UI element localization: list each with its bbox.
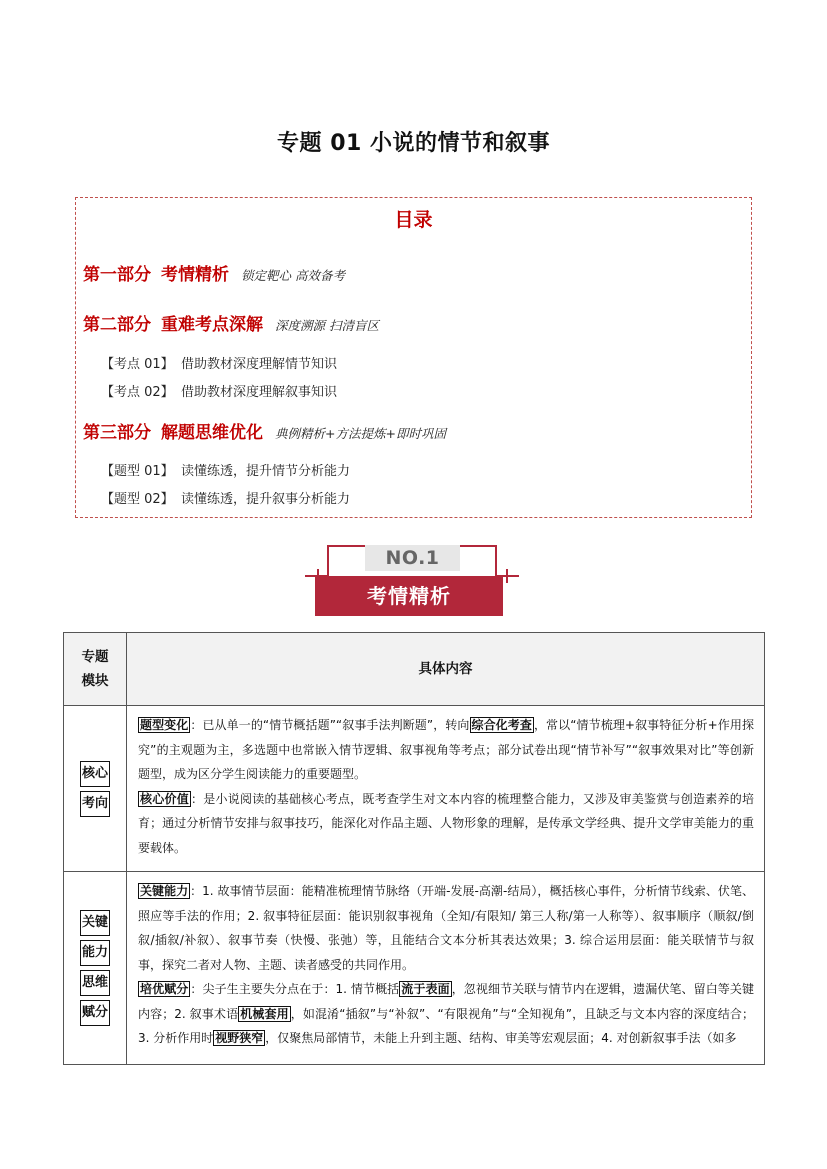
text-run: ：尖子生主要失分点在于：1. 情节概括 bbox=[190, 982, 400, 996]
kaodian-tag: 【考点 02】 bbox=[101, 385, 174, 400]
header-module bbox=[64, 633, 127, 706]
text-run: ，常以“情节梳理+叙事特征分析+作用探究”的主观题为主，多选题中也常嵌入情节逻辑、叙事视角等考点；部分试卷出现“情节补写”“叙事效果对比”等创新题型，成为区分学生阅读能力的重要题型。 bbox=[138, 718, 754, 781]
toc-part-1[interactable] bbox=[83, 260, 345, 285]
part-label: 第二部分 bbox=[83, 315, 151, 335]
table-row bbox=[64, 872, 765, 1065]
banner-tick-right bbox=[506, 569, 508, 583]
toc-part-2[interactable] bbox=[83, 310, 379, 335]
part-note: 锁定靶心 高效备考 bbox=[241, 268, 345, 283]
banner-label: 考情精析 bbox=[315, 576, 503, 616]
row-label-line: 思维 bbox=[80, 970, 110, 996]
tixing-tag: 【题型 02】 bbox=[101, 492, 174, 507]
row-label-line: 赋分 bbox=[80, 1000, 110, 1026]
keyword-box: 关键能力 bbox=[140, 884, 189, 898]
exam-analysis-table bbox=[63, 632, 765, 1065]
paragraph bbox=[138, 713, 754, 787]
text-run: ，仅聚焦局部情节，未能上升到主题、结构、审美等宏观层面；4. 对创新叙事手法（如多 bbox=[265, 1031, 737, 1045]
toc-tixing-2[interactable] bbox=[101, 488, 350, 507]
part-name: 解题思维优化 bbox=[161, 423, 263, 443]
toc-kaodian-2[interactable] bbox=[101, 381, 337, 400]
banner-number: NO.1 bbox=[365, 545, 460, 571]
header-module-line2: 模块 bbox=[81, 673, 109, 689]
table-of-contents bbox=[75, 197, 752, 518]
keyword-box: 题型变化 bbox=[140, 718, 189, 732]
tixing-tag: 【题型 01】 bbox=[101, 464, 174, 479]
paragraph bbox=[138, 787, 754, 861]
row-content bbox=[127, 706, 765, 872]
keyword-box: 流于表面 bbox=[401, 982, 450, 996]
tixing-text: 读懂练透，提升情节分析能力 bbox=[181, 464, 351, 479]
header-content: 具体内容 bbox=[127, 633, 765, 706]
text-run: ，如混淆“插叙”与“补叙”、“有限视角”与“全知视角”，且缺乏与文本内容的深度结合；3. 分析作用时 bbox=[138, 1006, 754, 1045]
keyword-box: 综合化考查 bbox=[471, 718, 532, 732]
row-label bbox=[64, 872, 127, 1065]
text-run: ：已从单一的“情节概括题”“叙事手法判断题”，转向 bbox=[190, 718, 470, 732]
part-name: 考情精析 bbox=[161, 265, 229, 285]
row-label-line: 能力 bbox=[80, 940, 110, 966]
section-banner bbox=[305, 545, 520, 617]
paragraph bbox=[138, 977, 754, 1051]
toc-tixing-1[interactable] bbox=[101, 460, 350, 479]
keyword-box: 机械套用 bbox=[240, 1006, 289, 1021]
table-header-row bbox=[64, 633, 765, 706]
kaodian-text: 借助教材深度理解情节知识 bbox=[181, 357, 338, 372]
table-row bbox=[64, 706, 765, 872]
toc-heading: 目录 bbox=[394, 209, 433, 231]
toc-part-3[interactable] bbox=[83, 418, 446, 443]
part-label: 第一部分 bbox=[83, 265, 151, 285]
row-content bbox=[127, 872, 765, 1065]
page-title: 专题 01 小说的情节和叙事 bbox=[277, 131, 550, 156]
row-label-line: 核心 bbox=[80, 761, 110, 787]
tixing-text: 读懂练透，提升叙事分析能力 bbox=[181, 492, 351, 507]
part-name: 重难考点深解 bbox=[161, 315, 263, 335]
part-label: 第三部分 bbox=[83, 423, 151, 443]
row-label-line: 考向 bbox=[80, 791, 110, 817]
toc-kaodian-1[interactable] bbox=[101, 353, 337, 372]
keyword-box: 视野狭窄 bbox=[215, 1031, 264, 1045]
header-module-line1: 专题 bbox=[81, 649, 109, 665]
part-note: 典例精析+方法提炼+即时巩固 bbox=[275, 426, 446, 441]
keyword-box: 核心价值 bbox=[140, 791, 189, 806]
text-run: ，忽视细节关联与情节内在逻辑，遗漏伏笔、留白等关键内容；2. 叙事术语 bbox=[138, 982, 754, 1021]
text-run: ：是小说阅读的基础核心考点，既考查学生对文本内容的梳理整合能力，又涉及审美鉴赏与创造素养的培育；通过分析情节安排与叙事技巧，能深化对作品主题、人物形象的理解，是传承文学经典、提升文学审美能力的重要载体。 bbox=[138, 791, 754, 855]
paragraph bbox=[138, 879, 754, 977]
row-label bbox=[64, 706, 127, 872]
kaodian-tag: 【考点 01】 bbox=[101, 357, 174, 372]
text-run: ：1. 故事情节层面：能精准梳理情节脉络（开端-发展-高潮-结局），概括核心事件，分析情节线索、伏笔、照应等手法的作用；2. 叙事特征层面：能识别叙事视角（全知/有限知/ 第三人称/第一人称等）、叙事顺序（顺叙/倒叙/插叙/补叙）、叙事节奏（快慢、张弛）等，且能结合文本分析其表达效果；3. 综合运用层面：能关联情节与叙事，探究二者对人物、主题、读者感受的共同作用。 bbox=[138, 884, 754, 972]
kaodian-text: 借助教材深度理解叙事知识 bbox=[181, 385, 338, 400]
keyword-box: 培优赋分 bbox=[140, 982, 189, 996]
part-note: 深度溯源 扫清盲区 bbox=[275, 318, 379, 333]
row-label-line: 关键 bbox=[80, 910, 110, 936]
